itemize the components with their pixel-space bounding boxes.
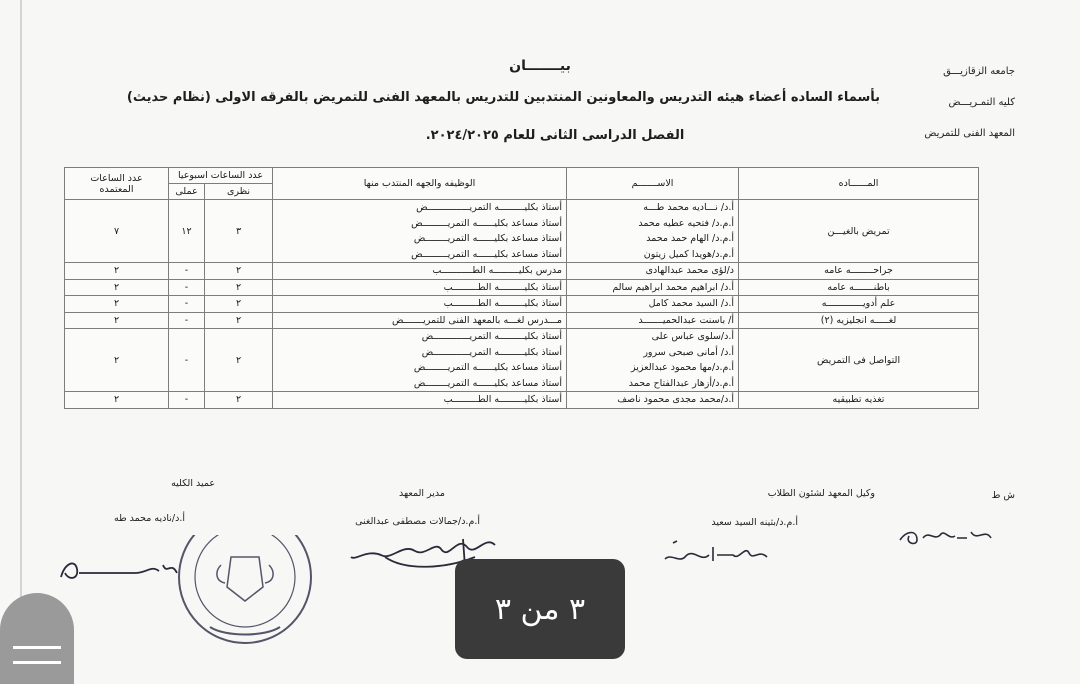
table-row: [65, 296, 979, 313]
col-theory-header: نظرى: [205, 184, 273, 200]
staff-name: أ.د/سلوى عباس على: [651, 331, 735, 342]
theory-hours-cell: ٢: [205, 329, 273, 392]
table-row: [65, 279, 979, 296]
staff-job: مدرس بكليـــــــــه الطـــــــــــب: [432, 265, 563, 276]
staff-job: أستاذ مساعد بكليــــــه التمريــــــــض: [413, 362, 563, 373]
header-institute: المعهد الفنى للتمريض: [924, 128, 1015, 139]
staff-job: أستاذ بكليـــــــــه التمريـــــــــــــــض: [416, 202, 563, 213]
name-cell: [567, 329, 739, 392]
staff-job: أستاذ مساعد بكليــــــه التمريـــــــــض: [411, 248, 563, 260]
handwritten-signature-mahmoud: [895, 518, 995, 552]
staff-job: أستاذ بكليـــــــــه الطـــــــــب: [443, 298, 563, 309]
document-title: بيـــــــان: [509, 58, 571, 74]
signature-dean-title: عميد الكليه: [171, 478, 215, 489]
job-cell: [273, 329, 567, 392]
signature-director-title: مدير المعهد: [399, 488, 445, 499]
subject-cell: لغـــــه انجليزيه (٢): [739, 312, 979, 329]
subject-cell: التواصل فى التمريض: [739, 329, 979, 392]
menu-line-icon: [13, 646, 61, 649]
table-header-row: [65, 168, 979, 184]
signature-sh-t-label: ش ط: [991, 490, 1015, 501]
staff-job: أستاذ مساعد بكليــــــه التمريــــــــض: [413, 233, 563, 244]
subject-cell: علم أدويـــــــــــــه: [739, 296, 979, 313]
staff-job: أستاذ بكليـــــــــه التمريـــــــــــــض: [421, 331, 563, 342]
practical-hours-cell: -: [169, 279, 205, 296]
staff-job: أستاذ مساعد بكليــــــه التمريـــــــــض: [411, 217, 563, 229]
credit-hours-cell: ٢: [65, 312, 169, 329]
staff-name: أ/ باسنت عبدالحميـــــــد: [638, 314, 735, 326]
staff-name: أ.د/ نـــاديه محمد طـــه: [643, 202, 735, 213]
theory-hours-cell: ٢: [205, 312, 273, 329]
practical-hours-cell: -: [169, 296, 205, 313]
semester-line: الفصل الدراسى الثانى للعام ٢٠٢٤/٢٠٢٥.: [425, 128, 685, 143]
staff-job: أستاذ بكليـــــــــه التمريـــــــــــــض: [421, 346, 563, 358]
col-weekly-hours-header: عدد الساعات اسبوعيا: [169, 168, 273, 184]
credit-hours-cell: ٢: [65, 296, 169, 313]
job-cell: [273, 312, 567, 329]
dean-stamp-and-signature: [55, 535, 335, 645]
table-row: [65, 200, 979, 263]
practical-hours-cell: -: [169, 263, 205, 280]
job-cell: [273, 296, 567, 313]
name-cell: [567, 263, 739, 280]
job-cell: [273, 392, 567, 409]
page-fold-line: [20, 0, 22, 684]
practical-hours-cell: ١٢: [169, 200, 205, 263]
table-row: [65, 263, 979, 280]
menu-button[interactable]: [0, 593, 74, 684]
staff-name: أ.م.د/ فتحيه عطيه محمد: [638, 217, 735, 229]
staff-name: أ.د/ أمانى صبحى سرور: [643, 346, 735, 358]
name-cell: [567, 296, 739, 313]
job-cell: [273, 263, 567, 280]
menu-line-icon: [13, 661, 61, 664]
theory-hours-cell: ٢: [205, 279, 273, 296]
name-cell: [567, 279, 739, 296]
credit-hours-cell: ٢: [65, 279, 169, 296]
credit-hours-cell: ٢: [65, 329, 169, 392]
col-name-header: الاســـــــم: [567, 168, 739, 200]
theory-hours-cell: ٣: [205, 200, 273, 263]
staff-name: أ.م.د/أزهار عبدالفتاح محمد: [628, 377, 735, 389]
name-cell: [567, 392, 739, 409]
col-subject-header: المــــــاده: [739, 168, 979, 200]
credit-hours-cell: ٢: [65, 392, 169, 409]
staff-job: أستاذ مساعد بكليــــــه التمريــــــــض: [413, 377, 563, 389]
staff-name: د/لؤى محمد عبدالهادى: [645, 265, 735, 276]
staff-table: [64, 167, 979, 409]
col-practical-header: عملى: [169, 184, 205, 200]
subject-cell: تغذيه تطبيقيه: [739, 392, 979, 409]
col-job-header: الوظيفه والجهه المنتدب منها: [273, 168, 567, 200]
signature-vice-dean-title: وكيل المعهد لشئون الطلاب: [767, 488, 875, 499]
table-row: [65, 329, 979, 392]
table-row: [65, 392, 979, 409]
job-cell: [273, 200, 567, 263]
staff-job: أستاذ بكليـــــــــه الطـــــــــب: [443, 394, 563, 405]
signature-vice-dean-name: أ.م.د/بثينه السيد سعيد: [711, 517, 798, 528]
staff-name: أ.م.د/هويدا كميل زيتون: [643, 248, 735, 260]
signature-dean-name: أ.د/ناديه محمد طه: [114, 513, 185, 524]
credit-hours-cell: ٢: [65, 263, 169, 280]
staff-name: أ.د/محمد مجدى محمود ناصف: [617, 394, 735, 405]
table-row: [65, 312, 979, 329]
name-cell: [567, 200, 739, 263]
practical-hours-cell: -: [169, 312, 205, 329]
header-faculty: كليه التمـريـــض: [948, 97, 1015, 108]
staff-name: أ.د/ السيد محمد كامل: [648, 298, 735, 309]
staff-name: أ.م.د/مها محمود عبدالعزيز: [631, 362, 735, 373]
practical-hours-cell: -: [169, 329, 205, 392]
job-cell: [273, 279, 567, 296]
theory-hours-cell: ٢: [205, 392, 273, 409]
document-subtitle: بأسماء الساده أعضاء هيئه التدريس والمعاونين المنتدبين للتدريس بالمعهد الفنى للتمريض بالفرقه الاولى (نظام حديث): [126, 90, 880, 105]
name-cell: [567, 312, 739, 329]
staff-name: أ.د/ ابراهيم محمد ابراهيم سالم: [612, 281, 735, 293]
handwritten-signature-bothaina: [655, 535, 775, 571]
staff-name: أ.م.د/ الهام حمد محمد: [646, 233, 735, 244]
header-university: جامعه الزقازيـــق: [943, 66, 1015, 77]
subject-cell: تمريض بالغيـــن: [739, 200, 979, 263]
theory-hours-cell: ٢: [205, 263, 273, 280]
staff-job: مـــدرس لغـــه بالمعهد الفنى للتمريـــــــض: [392, 314, 563, 326]
subject-cell: جراحــــــــه عامه: [739, 263, 979, 280]
page-indicator: ٣ من ٣: [455, 559, 625, 659]
staff-job: أستاذ بكليـــــــــه الطـــــــــب: [443, 281, 563, 293]
subject-cell: باطنـــــــه عامه: [739, 279, 979, 296]
col-credit-hours-header: عدد الساعات المعتمده: [65, 168, 169, 200]
signature-director-name: أ.م.د/جمالات مصطفى عبدالغنى: [355, 516, 480, 527]
practical-hours-cell: -: [169, 392, 205, 409]
theory-hours-cell: ٢: [205, 296, 273, 313]
credit-hours-cell: ٧: [65, 200, 169, 263]
